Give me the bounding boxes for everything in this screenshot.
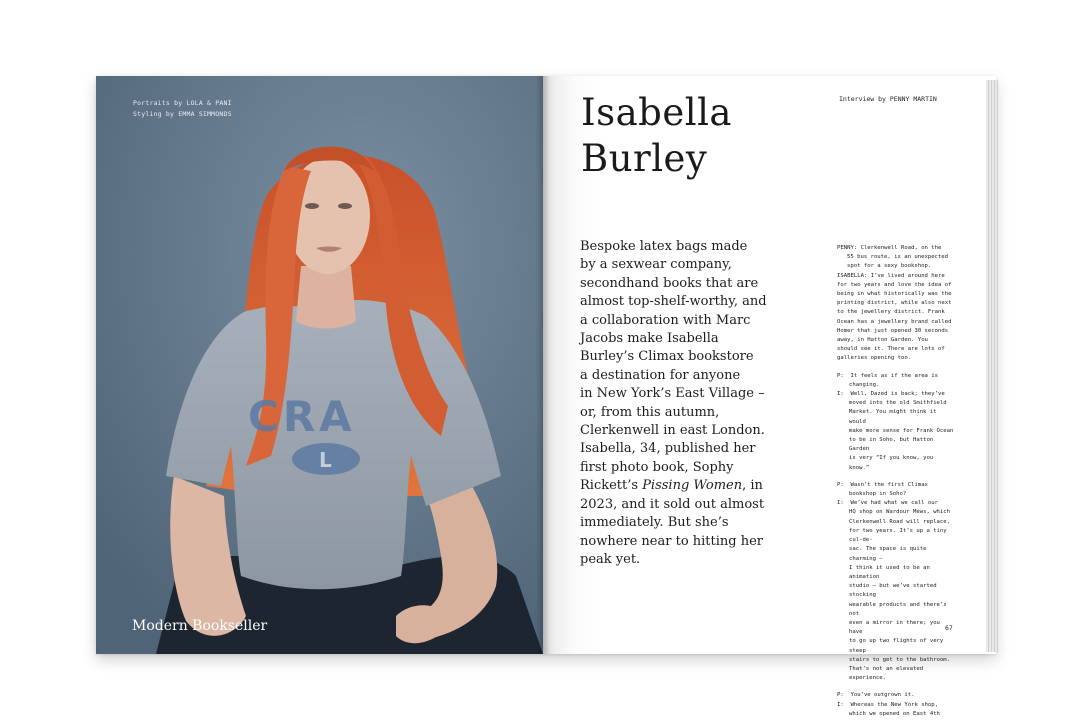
- interview-line: for two years. It’s up a tiny cul-de-: [849, 527, 947, 544]
- tshirt-print: CRA: [248, 392, 356, 441]
- interview-line: printing district, while also next: [837, 300, 952, 307]
- standfirst-line: Clerkenwell in east London.: [580, 423, 765, 439]
- standfirst-line: almost top-shelf-worthy, and: [580, 294, 767, 310]
- interview-line: for two years and love the idea of: [837, 281, 952, 288]
- interview-line: wearable products and there’s not: [849, 601, 947, 617]
- interview-line: P: Wasn’t the first Climax: [837, 481, 928, 488]
- standfirst-line: in New York’s East Village –: [580, 386, 765, 402]
- interview-line: make more sense for Frank Ocean: [849, 427, 954, 434]
- standfirst-line: Isabella, 34, published her: [580, 441, 756, 457]
- interview-line: to the jewellery district. Frank: [837, 309, 945, 316]
- standfirst-line: by a sexwear company,: [580, 257, 732, 273]
- interview-line: Ocean has a jewellery brand called: [837, 318, 952, 325]
- standfirst-line: Jacobs make Isabella: [580, 331, 719, 347]
- interview-line: sac. The space is quite charming –: [849, 546, 927, 562]
- interview-line: should see it. There are lots of: [837, 346, 945, 353]
- standfirst-line: immediately. But she’s: [580, 515, 729, 531]
- standfirst-line: a destination for anyone: [580, 367, 741, 383]
- interview-line: I: We’ve had what we call our: [837, 500, 939, 507]
- interview-line: being in what historically was the: [837, 291, 952, 298]
- page-number: 67: [945, 624, 953, 632]
- interview-line: even a mirror in there; you have: [849, 619, 940, 636]
- interview-line: P: It feels as if the area is: [837, 372, 939, 379]
- interview-line: ISABELLA: I’ve lived around here: [837, 272, 945, 279]
- interview-line: I: Well, Dazed is back; they’ve: [837, 391, 945, 398]
- headline-line-1: Isabella: [581, 91, 732, 134]
- interview-line: away, in Hatton Garden. You: [837, 337, 928, 344]
- interview-line: HQ shop on Wardour Mews, which: [849, 509, 951, 516]
- photo-credit: [133, 98, 232, 120]
- right-page: [543, 76, 986, 717]
- interview-line: P: You’ve outgrown it.: [837, 692, 915, 699]
- credit-portraits: Portraits by LOLA & PANI: [133, 99, 232, 107]
- left-eye: [305, 203, 319, 209]
- interview-line: Market. You might think it would: [849, 409, 937, 425]
- interview-line: PENNY: Clerkenwell Road, on the: [837, 245, 942, 251]
- interview-block: [837, 691, 955, 719]
- interview-credit: Interview by PENNY MARTIN: [839, 95, 937, 103]
- standfirst-line: 2023, and it sold out almost: [580, 496, 765, 512]
- interview-line: stairs to get to the bathroom.: [849, 656, 951, 663]
- credit-styling: Styling by EMMA SIMMONDS: [133, 110, 232, 118]
- interview-block: [837, 244, 955, 364]
- standfirst-line: secondhand books that are: [580, 275, 759, 291]
- standfirst-line: first photo book, Sophy: [580, 459, 734, 475]
- headline: [581, 90, 732, 182]
- standfirst: [580, 238, 800, 569]
- standfirst-line: or, from this autumn,: [580, 404, 720, 420]
- portrait-photo: [96, 76, 543, 654]
- interview-line: to go up two flights of very steep: [849, 638, 944, 654]
- standfirst-line: Rickett’s Pissing Women, in: [580, 478, 763, 494]
- standfirst-line: Bespoke latex bags made: [580, 239, 748, 254]
- spine-gutter: [536, 76, 550, 654]
- standfirst-line: peak yet.: [580, 551, 641, 567]
- standfirst-line: a collaboration with Marc: [580, 312, 751, 328]
- left-page: [96, 76, 543, 654]
- interview-line: That’s not an elevated experience.: [849, 665, 924, 682]
- interview-line: bookshop in Soho?: [849, 491, 907, 498]
- book-title: Pissing Women: [642, 478, 743, 494]
- interview-line: Clerkenwell Road will replace,: [849, 518, 951, 525]
- standfirst-line: nowhere near to hitting her: [580, 533, 764, 549]
- section-label: Modern Bookseller: [132, 618, 268, 634]
- interview-line: is very “If you know, you know.”: [849, 455, 934, 471]
- interview-line: spot for a sexy bookshop.: [847, 263, 932, 270]
- interview-line: studio – but we’ve started stocking: [849, 583, 937, 599]
- interview-line: I think it used to be an animation: [849, 564, 930, 580]
- neck: [296, 266, 356, 329]
- interview-line: galleries opening too.: [837, 355, 912, 362]
- right-eye: [338, 203, 352, 209]
- interview-line: moved into the old Smithfield: [849, 400, 947, 407]
- interview-line: which we opened on East 4th: [849, 710, 940, 717]
- page-edges: [986, 80, 998, 652]
- interview-block: [837, 372, 955, 473]
- interview-line: 55 bus route, is an unexpected: [847, 254, 949, 261]
- interview-line: I: Whereas the New York shop,: [837, 701, 939, 708]
- headline-line-2: Burley: [581, 137, 708, 180]
- interview-column: [837, 244, 955, 719]
- interview-line: to be in Soho, but Hatton Garden: [849, 437, 934, 453]
- interview-line: changing.: [849, 381, 880, 388]
- interview-block: [837, 481, 955, 683]
- standfirst-line: Burley’s Climax bookstore: [580, 349, 754, 365]
- tshirt-badge-letter: L: [319, 448, 332, 472]
- interview-line: Homer that just opened 30 seconds: [837, 327, 949, 334]
